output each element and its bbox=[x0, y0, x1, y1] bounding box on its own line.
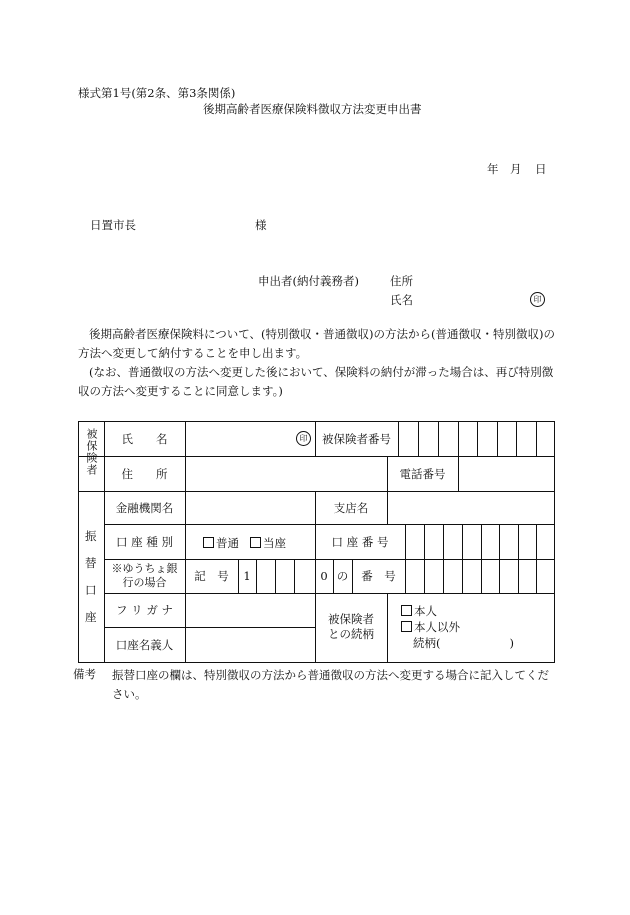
relation-label-line1: 被保険者 bbox=[328, 612, 374, 626]
account-type-current-option[interactable] bbox=[250, 535, 286, 551]
current-option-label: 当座 bbox=[263, 536, 286, 550]
insured-seal-mark: 印 bbox=[296, 431, 311, 446]
date-day-label: 日 bbox=[535, 162, 547, 176]
body-paragraph-2: (なお、普通徴収の方法へ変更した後において、保険料の納付が滞った場合は、再び特別徴収の方法へ変更することに同意します。) bbox=[78, 365, 554, 398]
applicant-address-label: 住所 bbox=[390, 274, 413, 288]
furigana-label: フ リ ガ ナ bbox=[116, 603, 173, 617]
number-fixed-zero: 0 bbox=[320, 569, 328, 583]
relation-label-line2: との続柄 bbox=[328, 627, 374, 641]
note-text-content: 振替口座の欄は、特別徴収の方法から普通徴収の方法へ変更する場合に記入してください。 bbox=[112, 668, 549, 701]
relation-other-checkbox[interactable] bbox=[401, 621, 412, 632]
note-label: 備考 bbox=[73, 667, 96, 681]
applicant-label: 申出者(納付義務者) bbox=[258, 274, 359, 288]
ordinary-option-label: 普通 bbox=[216, 536, 239, 550]
relation-self-checkbox[interactable] bbox=[401, 605, 412, 616]
address-label: 住 所 bbox=[121, 466, 168, 481]
yucho-label-line1: ※ゆうちょ銀 bbox=[111, 562, 178, 575]
relation-self-label: 本人 bbox=[414, 604, 437, 618]
addressee-honorific: 様 bbox=[255, 218, 267, 232]
symbol-label: 記 号 bbox=[194, 569, 229, 583]
date-month-label: 月 bbox=[510, 162, 522, 176]
yucho-label bbox=[104, 562, 185, 590]
current-checkbox[interactable] bbox=[250, 537, 261, 548]
transfer-section-header: 振替口座 bbox=[85, 529, 97, 624]
account-holder-label: 口座名義人 bbox=[115, 637, 174, 652]
relation-label bbox=[315, 612, 387, 642]
document-title: 後期高齢者医療保険料徴収方法変更申出書 bbox=[203, 102, 422, 116]
insured-number-label: 被保険者番号 bbox=[322, 431, 391, 446]
account-type-label: 口 座 種 別 bbox=[116, 534, 173, 549]
name-label: 氏 名 bbox=[121, 431, 168, 446]
body-paragraph-1: 後期高齢者医療保険料について、(特別徴収・普通徴収)の方法から(普通徴収・特別徴収)の方法へ変更して納付することを申し出ます。 bbox=[78, 327, 555, 360]
addressee-name: 日置市長 bbox=[90, 218, 136, 232]
number-label: 番 号 bbox=[361, 569, 396, 583]
relation-detail: 続柄( ) bbox=[413, 636, 514, 650]
branch-name-label: 支店名 bbox=[333, 500, 369, 515]
number-particle: の bbox=[336, 569, 349, 583]
note-text bbox=[112, 666, 558, 704]
relation-other-option[interactable] bbox=[401, 619, 514, 635]
relation-options bbox=[401, 603, 514, 651]
insured-section-header: 被保険者 bbox=[85, 428, 98, 476]
applicant-name-label: 氏名 bbox=[390, 293, 413, 307]
account-type-ordinary-option[interactable] bbox=[203, 535, 239, 551]
yucho-label-line2: 行の場合 bbox=[122, 576, 167, 589]
date-year-label: 年 bbox=[487, 162, 499, 176]
symbol-fixed-digit: 1 bbox=[243, 569, 251, 583]
phone-label: 電話番号 bbox=[399, 466, 446, 481]
ordinary-checkbox[interactable] bbox=[203, 537, 214, 548]
bank-name-label: 金融機関名 bbox=[115, 500, 174, 515]
account-number-label: 口 座 番 号 bbox=[331, 534, 389, 549]
relation-self-option[interactable] bbox=[401, 603, 514, 619]
form-number: 様式第1号(第2条、第3条関係) bbox=[78, 86, 236, 100]
applicant-seal-mark: 印 bbox=[530, 292, 545, 307]
relation-other-label: 本人以外 bbox=[414, 620, 460, 634]
